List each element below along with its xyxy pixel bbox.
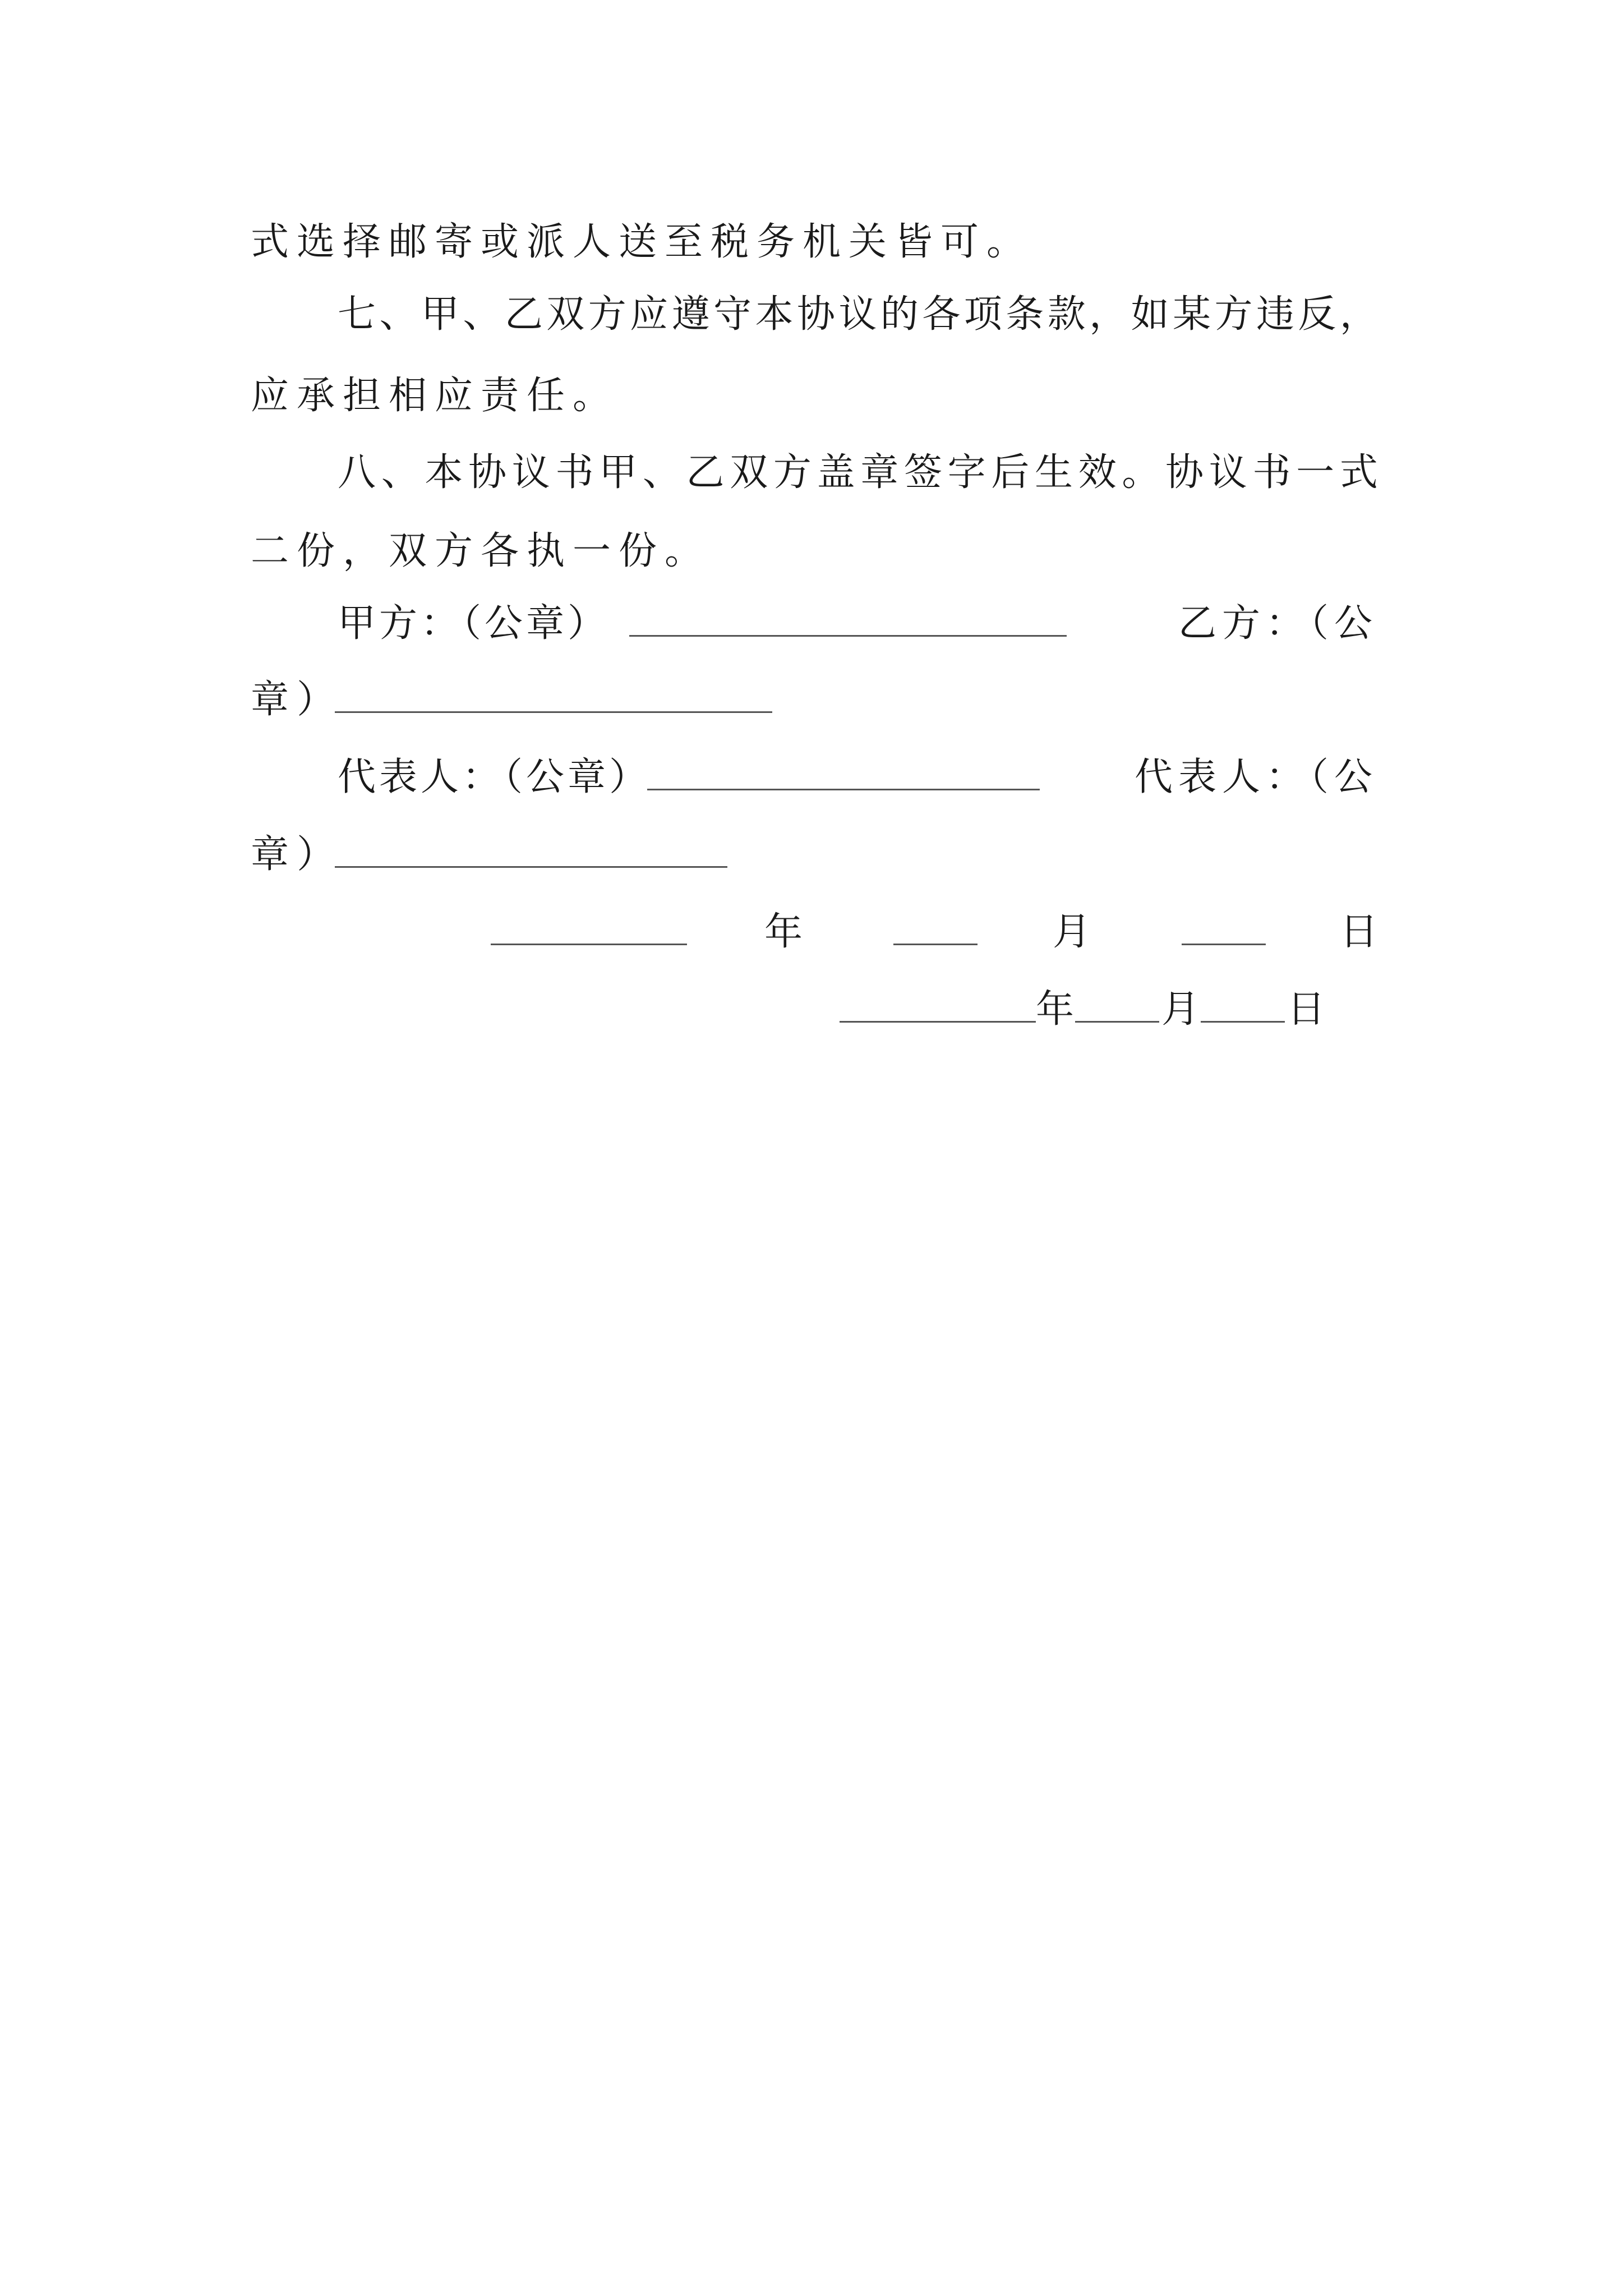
clause-7-char: 款 bbox=[1047, 292, 1086, 337]
clause-7-char: 、 bbox=[379, 292, 418, 337]
clause-8-char: 双 bbox=[730, 450, 768, 495]
clause-7-text-b: 应承担相应责任。 bbox=[251, 374, 619, 418]
clause-8-char: 。 bbox=[1122, 450, 1160, 495]
clause-7-char: 本 bbox=[755, 292, 794, 337]
date-1-year-blank[interactable] bbox=[491, 909, 687, 945]
clause-8-char: 效 bbox=[1078, 450, 1117, 495]
clause-8-char: 议 bbox=[511, 450, 550, 495]
date-row-1 bbox=[251, 904, 1386, 960]
date-2-month-label: 月 bbox=[1161, 987, 1208, 1032]
clause-8-text-b: 二份，双方各执一份。 bbox=[251, 529, 711, 573]
clause-7-char: 应 bbox=[630, 292, 668, 337]
rep-a-blank[interactable] bbox=[647, 754, 1040, 790]
clause-8-char: 议 bbox=[1209, 450, 1247, 495]
party-b-seal-cont-line bbox=[251, 672, 1378, 728]
clause-8-char: 生 bbox=[1035, 450, 1073, 495]
rep-b-label: 代表人：（公 bbox=[1134, 755, 1378, 799]
date-2-day-label: 日 bbox=[1287, 987, 1334, 1032]
party-b-seal-label: 乙方：（公 bbox=[1178, 601, 1378, 646]
date-1-month-label: 月 bbox=[1053, 910, 1099, 954]
party-b-seal-cont: 章） bbox=[251, 678, 343, 722]
party-a-seal-label: 甲方：（公章） bbox=[338, 601, 610, 646]
rep-b-blank[interactable] bbox=[335, 831, 727, 868]
rep-a-label: 代表人：（公章） bbox=[338, 755, 651, 799]
date-2-year-label: 年 bbox=[1036, 987, 1082, 1032]
clause-7-char: 协 bbox=[796, 292, 835, 337]
date-2-year-blank[interactable] bbox=[840, 986, 1036, 1023]
clause-8-char: 书 bbox=[555, 450, 594, 495]
clause-7-char: 各 bbox=[922, 292, 961, 337]
rep-b-cont: 章） bbox=[251, 832, 343, 877]
paragraph-line bbox=[251, 214, 1378, 270]
clause-7-char: 某 bbox=[1173, 292, 1211, 337]
clause-7-char: ， bbox=[1089, 292, 1128, 337]
clause-8-char: 书 bbox=[1252, 450, 1291, 495]
date-2-month-blank[interactable] bbox=[1075, 986, 1159, 1023]
clause-8-char: 方 bbox=[773, 450, 811, 495]
clause-8-char: 协 bbox=[1165, 450, 1204, 495]
clause-8-line-b bbox=[251, 523, 1378, 579]
clause-7-char: 的 bbox=[880, 292, 919, 337]
clause-7-char: 违 bbox=[1256, 292, 1294, 337]
clause-8-char: 协 bbox=[468, 450, 507, 495]
clause-8-char: 签 bbox=[903, 450, 942, 495]
clause-7-char: 方 bbox=[1214, 292, 1253, 337]
party-a-seal-blank[interactable] bbox=[629, 600, 1067, 637]
date-1-year-label: 年 bbox=[764, 910, 811, 954]
clause-8-char: 、 bbox=[381, 450, 419, 495]
clause-8-char: 后 bbox=[991, 450, 1030, 495]
party-seal-line bbox=[338, 596, 1378, 652]
clause-7-char: 遵 bbox=[671, 292, 710, 337]
date-1-day-label: 日 bbox=[1340, 910, 1386, 954]
clause-7-char: 七 bbox=[338, 292, 376, 337]
date-1-month-blank[interactable] bbox=[893, 909, 978, 945]
date-2-day-blank[interactable] bbox=[1201, 986, 1285, 1023]
clause-7-char: 甲 bbox=[421, 292, 459, 337]
date-1-day-blank[interactable] bbox=[1182, 909, 1266, 945]
clause-8-char: 式 bbox=[1339, 450, 1378, 495]
clause-7-char: 守 bbox=[713, 292, 752, 337]
clause-8-char: 乙 bbox=[686, 450, 725, 495]
clause-7-char: 双 bbox=[546, 292, 585, 337]
clause-7-line-b bbox=[251, 368, 1378, 424]
date-row-2 bbox=[251, 982, 1378, 1038]
clause-7-char: 项 bbox=[963, 292, 1002, 337]
clause-7-char: 方 bbox=[588, 292, 626, 337]
clause-7-char: 如 bbox=[1131, 292, 1169, 337]
clause-7-char: 条 bbox=[1006, 292, 1044, 337]
text-line-1: 式选择邮寄或派人送至税务机关皆可。 bbox=[251, 220, 1033, 264]
clause-7-char: 议 bbox=[838, 292, 877, 337]
clause-8-line-a bbox=[338, 445, 1378, 501]
clause-8-char: 八 bbox=[338, 450, 376, 495]
representative-line bbox=[338, 749, 1378, 806]
clause-8-char: 盖 bbox=[817, 450, 855, 495]
clause-7-char: ， bbox=[1339, 292, 1378, 337]
clause-8-char: 一 bbox=[1296, 450, 1335, 495]
clause-8-char: 本 bbox=[425, 450, 463, 495]
clause-8-char: 甲 bbox=[599, 450, 638, 495]
party-b-seal-blank[interactable] bbox=[335, 677, 772, 713]
clause-8-char: 字 bbox=[947, 450, 986, 495]
clause-7-char: 乙 bbox=[504, 292, 543, 337]
clause-7-line-a bbox=[338, 287, 1378, 343]
clause-8-char: 、 bbox=[642, 450, 681, 495]
clause-7-char: 、 bbox=[463, 292, 501, 337]
rep-b-cont-line bbox=[251, 827, 1378, 883]
clause-8-char: 章 bbox=[860, 450, 899, 495]
clause-7-char: 反 bbox=[1298, 292, 1336, 337]
